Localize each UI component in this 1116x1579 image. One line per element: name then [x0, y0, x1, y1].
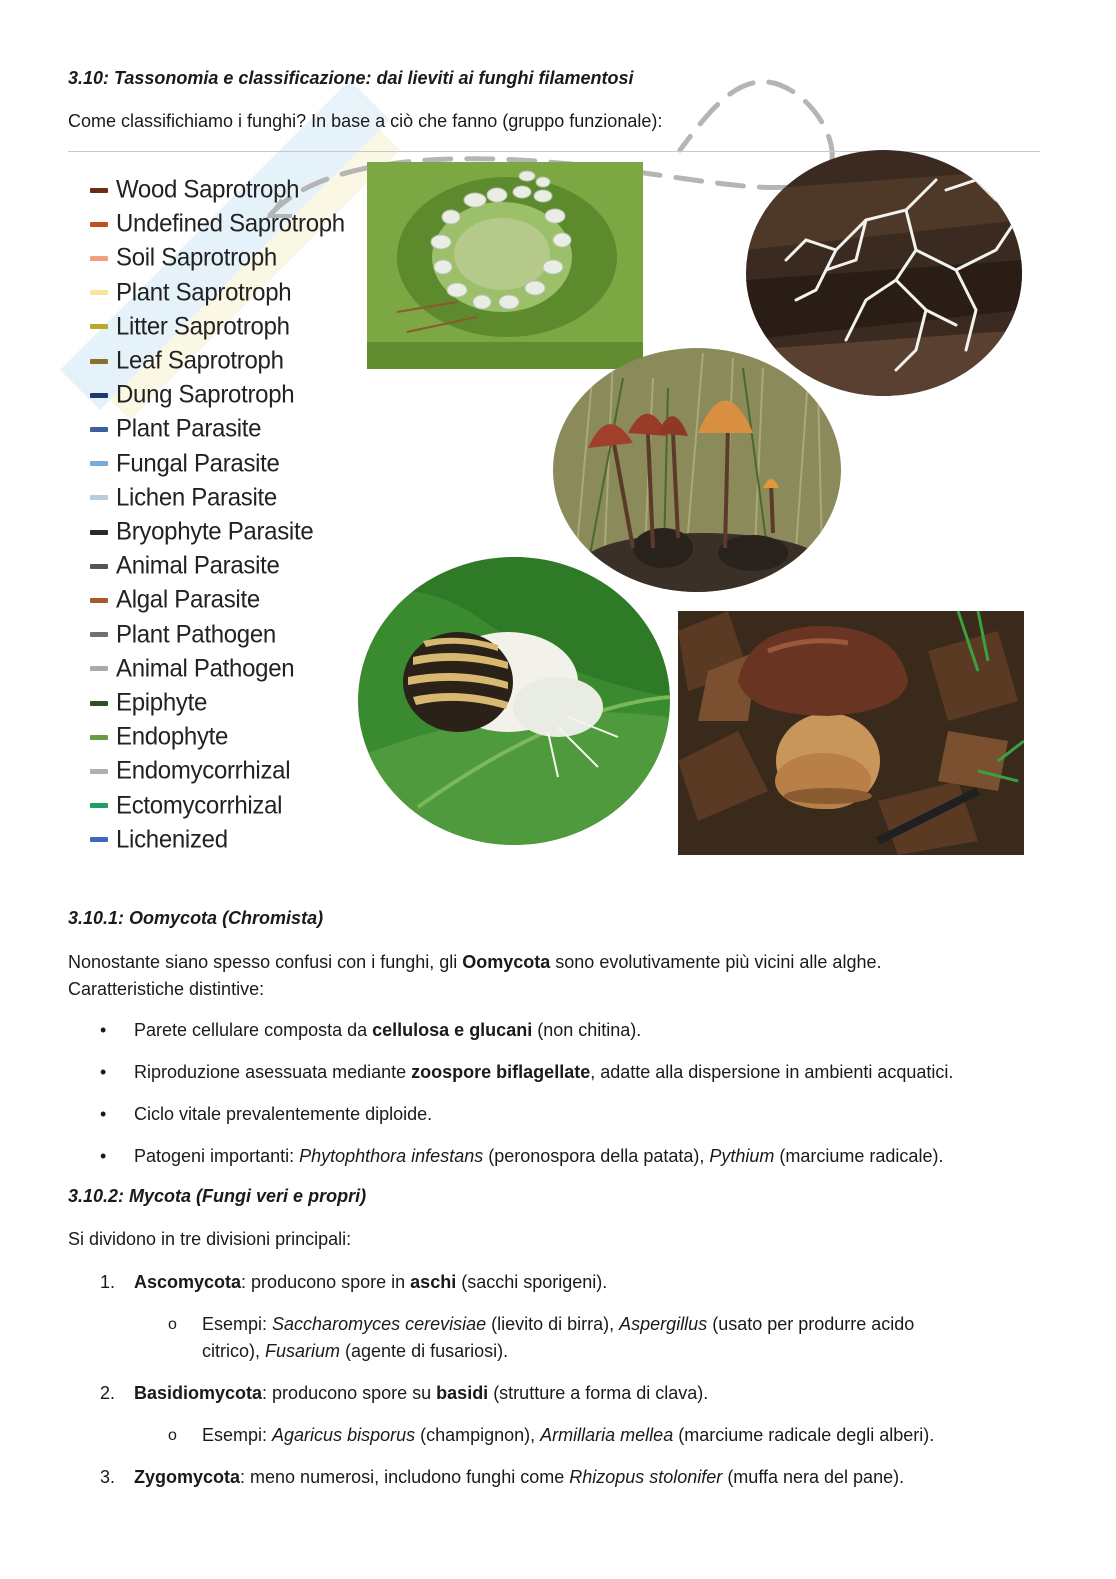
photo-dung-mushrooms: [553, 348, 841, 592]
legend-item: [90, 482, 277, 514]
legend-label: Leaf Saprotroph: [116, 346, 284, 375]
legend-swatch: [90, 632, 108, 637]
photo-porcini-mushroom: [678, 611, 1024, 855]
legend-item: [90, 311, 290, 343]
legend-swatch: [90, 564, 108, 569]
oomycota-intro: Nonostante siano spesso confusi con i funghi, gli Oomycota sono evolutivamente più vicini alle alghe. Caratteristiche distintive:: [68, 952, 882, 999]
legend-swatch: [90, 495, 108, 500]
legend-label: Plant Parasite: [116, 414, 262, 444]
legend-swatch: [90, 393, 108, 398]
legend-swatch: [90, 427, 108, 432]
legend-swatch: [90, 359, 108, 364]
legend-item: [90, 379, 294, 411]
legend-item: [90, 345, 284, 377]
legend-item: [90, 653, 294, 685]
legend-label: Bryophyte Parasite: [116, 517, 314, 546]
legend-item: [90, 516, 313, 548]
legend-swatch: [90, 530, 108, 535]
legend-label: Epiphyte: [116, 688, 207, 717]
legend-label: Plant Saprotroph: [116, 277, 292, 307]
legend-item: [90, 242, 277, 274]
legend-item: [90, 550, 280, 582]
legend-swatch: [90, 222, 108, 227]
legend-item: [90, 174, 299, 206]
legend-label: Plant Pathogen: [116, 619, 276, 649]
legend-swatch: [90, 837, 108, 842]
legend-item: [90, 824, 228, 856]
legend-swatch: [90, 701, 108, 706]
legend-swatch: [90, 803, 108, 808]
legend-label: Endophyte: [116, 722, 229, 751]
legend-swatch: [90, 666, 108, 671]
intro-text: Come classifichiamo i funghi? In base a ciò che fanno (gruppo funzionale):: [68, 111, 663, 131]
legend-item: [90, 721, 228, 753]
legend-label: Undefined Saprotroph: [116, 209, 345, 238]
legend-label: Fungal Parasite: [116, 448, 280, 478]
legend-swatch: [90, 290, 108, 295]
legend-swatch: [90, 324, 108, 329]
legend-item: [90, 755, 290, 787]
legend-label: Algal Parasite: [116, 585, 260, 615]
mycota-intro: Si dividono in tre divisioni principali:: [68, 1229, 352, 1249]
mycota-title: 3.10.2: Mycota (Fungi veri e propri): [68, 1186, 367, 1206]
legend-label: Lichenized: [116, 825, 228, 854]
legend-item: [90, 584, 260, 616]
legend-item: [90, 413, 261, 445]
photo-moss-mushroom-ring: [367, 162, 643, 369]
section-title: 3.10: Tassonomia e classificazione: dai lieviti ai funghi filamentosi: [68, 68, 634, 88]
legend-swatch: [90, 256, 108, 261]
photo-parasitized-beetle: [358, 557, 670, 845]
legend-item: [90, 687, 207, 719]
legend-label: Dung Saprotroph: [116, 380, 295, 409]
legend-label: Litter Saprotroph: [116, 312, 290, 341]
legend-label: Animal Parasite: [116, 551, 280, 580]
legend-label: Soil Saprotroph: [116, 243, 277, 273]
photo-mycelium-on-wood: [746, 150, 1022, 396]
legend-label: Animal Pathogen: [116, 654, 295, 683]
legend-item: [90, 208, 345, 240]
legend-swatch: [90, 188, 108, 193]
legend-label: Wood Saprotroph: [116, 175, 300, 204]
legend-swatch: [90, 769, 108, 774]
legend-item: [90, 277, 291, 309]
legend-label: Endomycorrhizal: [116, 756, 291, 786]
legend-swatch: [90, 598, 108, 603]
document-page: 3.10: Tassonomia e classificazione: dai lieviti ai funghi filamentosi Come classifichiamo i funghi? In base a ciò che fanno (gruppo funzionale): Wood Saprotroph Undefined Saprotroph Soil Saprotroph Plant Saprotroph Litter Saprotroph Leaf Saprotroph Dung Saprotroph Plant Parasite Fungal Parasite Lichen Parasite Bryophyte Parasite Animal Parasite Algal Parasite Plant Pathogen Animal Pathogen Epiphyte Endophyte Endomycorrhizal Ectomycorrhizal Lichenized 3.10.1: Oomycota (Chromista) Nonostante siano spesso confusi con i funghi, gli Oomycota sono evolutivamente più vicini alle alghe. Caratteristiche distintive: • Parete cellulare composta da cellulosa e glucani (non chitina). • Riproduzione asessuata mediante zoospore biflagellate, adatte alla dispersione in ambienti acquatici. • Ciclo vitale prevalentemente diploide. • Patogeni importanti: Phytophthora infestans (peronospora della patata), Pythium (marciume radicale). 3.10.2: Mycota (Fungi veri e propri) Si dividono in tre divisioni principali: 1. Ascomycota: producono spore in aschi (sacchi sporigeni). o Esempi: Saccharomyces cerevisiae (lievito di birra), Aspergillus (usato per produrre acido citrico), Fusarium (agente di fusariosi). 2. Basidiomycota: producono spore su basidi (strutture a forma di clava). o Esempi: Agaricus bisporus (champignon), Armillaria mellea (marciume radicale degli alberi). 3. Zygomycota: meno numerosi, includono funghi come Rhizopus stolonifer (muffa nera del pane).: [0, 0, 1116, 1579]
legend-swatch: [90, 735, 108, 740]
legend-label: Ectomycorrhizal: [116, 790, 283, 820]
legend-item: [90, 619, 276, 651]
legend-label: Lichen Parasite: [116, 483, 277, 512]
legend-swatch: [90, 461, 108, 466]
oomycota-title: 3.10.1: Oomycota (Chromista): [68, 908, 324, 928]
legend-item: [90, 448, 280, 480]
legend-item: [90, 790, 282, 822]
